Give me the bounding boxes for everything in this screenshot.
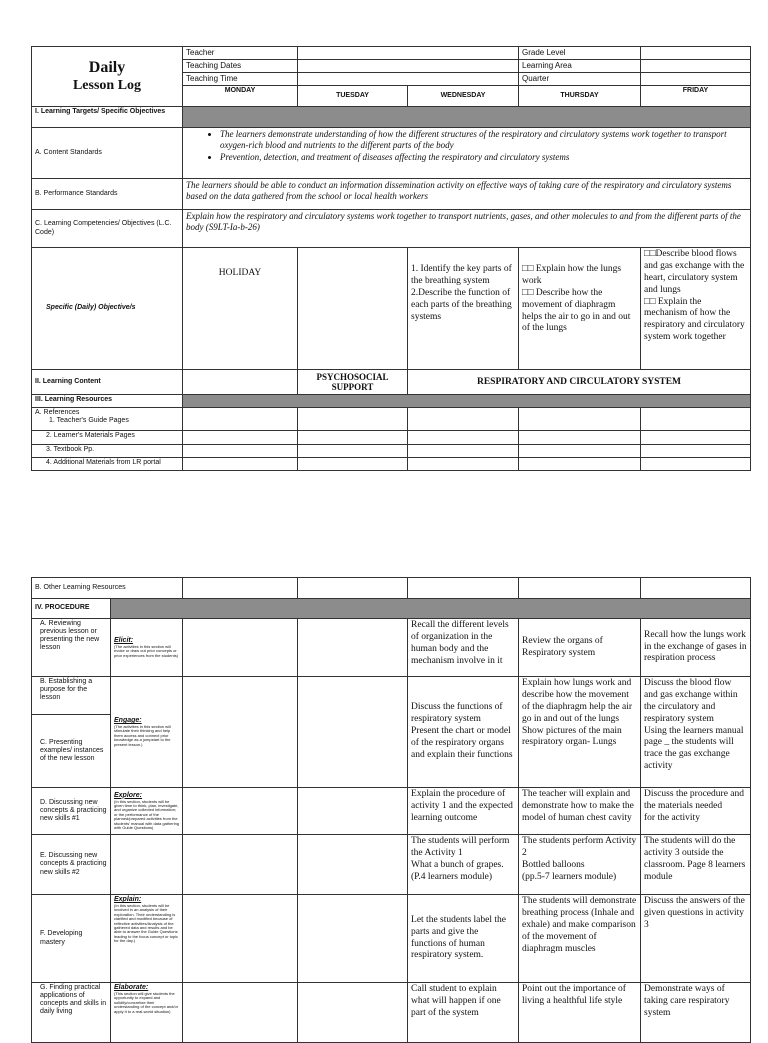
teaching-time-field[interactable] [298,73,519,86]
row-d-wednesday: Explain the procedure of activity 1 and the expected learning outcome [408,788,519,835]
row-e-wednesday: The students will perform the Activity 1 What a bunch of grapes. (P.4 learners module) [408,835,519,895]
phase-elicit: Elicit: [114,636,134,644]
phase-engage: Engage: [114,717,142,724]
learning-area-label: Learning Area [519,60,641,73]
row-b-label: B. Establishing a purpose for the lesson [32,677,111,715]
row-bc-friday: Discuss the blood flow and gas exchange within the circulatory and respiratory system Using the learners manual page _ the students will trace the gas exchange activity [641,677,751,788]
content-standard-bullet: • The learners demonstrate understanding of how the different structures of the respiratory and circulatory systems work together to transport oxygen-rich blood and nutrients to the different parts of the body [220,129,747,152]
wednesday-objective: 1. Identify the key parts of the breathing system 2.Describe the function of each parts of the breathing systems [408,248,519,370]
row-f-thursday: The students will demonstrate breathing process (Inhale and exhale) and make comparison of the movement of diaphragm muscles [519,895,641,983]
row-a-friday: Recall how the lungs work in the exchange of gases in respiration process [641,619,751,677]
learners-materials-label: 2. Learner's Materials Pages [32,431,183,445]
row-a-thursday: Review the organs of Respiratory system [519,619,641,677]
quarter-label: Quarter [519,73,641,86]
phase-explain: Explain: [114,896,142,903]
performance-standards-text: The learners should be able to conduct an information dissemination activity on effective ways of taking care of the respiratory and circulatory systems based on the data gathered from the school or local health workers [183,179,751,210]
competencies-text: Explain how the respiratory and circulatory systems work together to transport nutrients, gases, and other molecules to and from the different parts of the body (S9LT-Ia-b-26) [183,210,751,248]
title-lesson-log: Lesson Log [72,77,142,93]
teaching-dates-label: Teaching Dates [183,60,298,73]
row-bc-thursday: Explain how lungs work and describe how the movement of the diaphragm help the air go in and out of the lungs Show pictures of the main respiratory organ- Lungs [519,677,641,788]
day-monday: MONDAY [183,86,298,107]
engage-cell [111,677,183,788]
other-resources-label: B. Other Learning Resources [32,578,183,599]
section-learning-content: II. Learning Content [32,370,183,395]
row-e-friday: The students will do the activity 3 outside the classroom. Page 8 learners module [641,835,751,895]
row-e-label: E. Discussing new concepts & practicing new skills #2 [32,835,111,895]
title-cell [32,47,183,107]
teaching-time-label: Teaching Time [183,73,298,86]
row-c-label: C. Presenting examples/ instances of the new lesson [32,715,111,788]
day-wednesday: WEDNESDAY [408,86,519,107]
holiday-text: HOLIDAY [183,248,298,370]
row-f-label: F. Developing mastery [32,895,111,983]
section-bar [183,395,751,408]
row-bc-wednesday: Discuss the functions of respiratory system Present the chart or model of the respiratory organs and explain their functions [408,677,519,788]
explain-cell [111,895,183,983]
title-daily: Daily [88,59,126,77]
row-a-label: A. Reviewing previous lesson or presenting the new lesson [32,619,111,677]
section-learning-targets: I. Learning Targets/ Specific Objectives [32,107,183,128]
row-d-friday: Discuss the procedure and the materials needed for the activity [641,788,751,835]
phase-explore: Explore: [114,791,143,799]
psychosocial-support: PSYCHOSOCIAL SUPPORT [298,370,408,395]
additional-materials-label: 4. Additional Materials from LR portal [32,458,183,471]
day-thursday: THURSDAY [519,86,641,107]
row-g-wednesday: Call student to explain what will happen if one part of the system [408,983,519,1043]
elaborate-cell [111,983,183,1043]
row-f-friday: Discuss the answers of the given questions in activity 3 [641,895,751,983]
explore-cell [111,788,183,835]
lesson-log-table-procedure [31,577,751,1043]
section-learning-resources: III. Learning Resources [32,395,183,408]
day-tuesday: TUESDAY [298,86,408,107]
thursday-objective: □□ Explain how the lungs work □□ Describe how the movement of diaphragm helps the air to go in and out of the lungs [519,248,641,370]
elicit-cell [111,619,183,677]
row-d-thursday: The teacher will explain and demonstrate how to make the model of human chest cavity [519,788,641,835]
references-heading: A. References [35,409,80,416]
row-d-label: D. Discussing new concepts & practicing new skills #1 [32,788,111,835]
phase-note: (The activities in this section will stimulate their thinking and help them access and connect prior knowledge as a jumpstart to the present lesson.) [114,724,171,747]
row-g-thursday: Point out the importance of living a healthful life style [519,983,641,1043]
teaching-dates-field[interactable] [298,60,519,73]
teacher-field[interactable] [298,47,519,60]
teachers-guide-label: 1. Teacher's Guide Pages [49,417,129,425]
grade-level-field[interactable] [641,47,751,60]
row-f-wednesday: Let the students label the parts and give the functions of human respiratory system. [408,895,519,983]
row-g-friday: Demonstrate ways of taking care respiratory system [641,983,751,1043]
learning-area-field[interactable] [641,60,751,73]
friday-objective: □□Describe blood flows and gas exchange with the heart, circulatory system and lungs □□ Explain the mechanism of how the respiratory and circulatory system work together [641,248,751,370]
day-friday: FRIDAY [641,86,751,107]
performance-standards-label: B. Performance Standards [32,179,183,210]
phase-elaborate: Elaborate: [114,984,149,991]
grade-level-label: Grade Level [519,47,641,60]
content-standard-bullet: • Prevention, detection, and treatment of diseases affecting the respiratory and circulatory systems [220,152,747,163]
section-bar [111,599,751,619]
content-standards-label: A. Content Standards [32,128,183,179]
competencies-label: C. Learning Competencies/ Objectives (L.C. Code) [32,210,183,248]
phase-note: (This section will give students the opportunity to expand and solidify/concretize their understanding of the concept and/or apply it to a real-world situation) [114,991,179,1014]
references-label [32,408,183,431]
phase-note: (In this section, students will be involved in an analysis of their exploration. Their understanding is clarified and modified because of reflective activities/Analysis of the gathered data and results and be able to answer the Guide Questions leading to the focus concept or topic for the day.) [114,903,179,944]
textbook-label: 3. Textbook Pp. [32,445,183,458]
main-content: RESPIRATORY AND CIRCULATORY SYSTEM [408,370,751,395]
quarter-field[interactable] [641,73,751,86]
teacher-label: Teacher [183,47,298,60]
row-a-wednesday: Recall the different levels of organization in the human body and the mechanism involve in it [408,619,519,677]
content-standards-text [183,128,751,179]
lesson-log-table-top [31,46,751,471]
section-bar [183,107,751,128]
row-e-thursday: The students perform Activity 2 Bottled balloons (pp.5-7 learners module) [519,835,641,895]
monday-content-cell [183,370,298,395]
specific-objectives-label: Specific (Daily) Objective/s [32,248,183,370]
tuesday-objective-cell [298,248,408,370]
section-procedure: IV. PROCEDURE [32,599,111,619]
phase-note: (In this section, students will be given time to think, plan, investigate, and organize collected information; or the performance of the planned/prepared activities from the students' manual with data gathering with Guide Questions) [114,798,180,830]
phase-note: (The activities in this section will evoke or draw out prior concepts or prior experiences from the students) [114,643,179,658]
row-g-label: G. Finding practical applications of concepts and skills in daily living [32,983,111,1043]
